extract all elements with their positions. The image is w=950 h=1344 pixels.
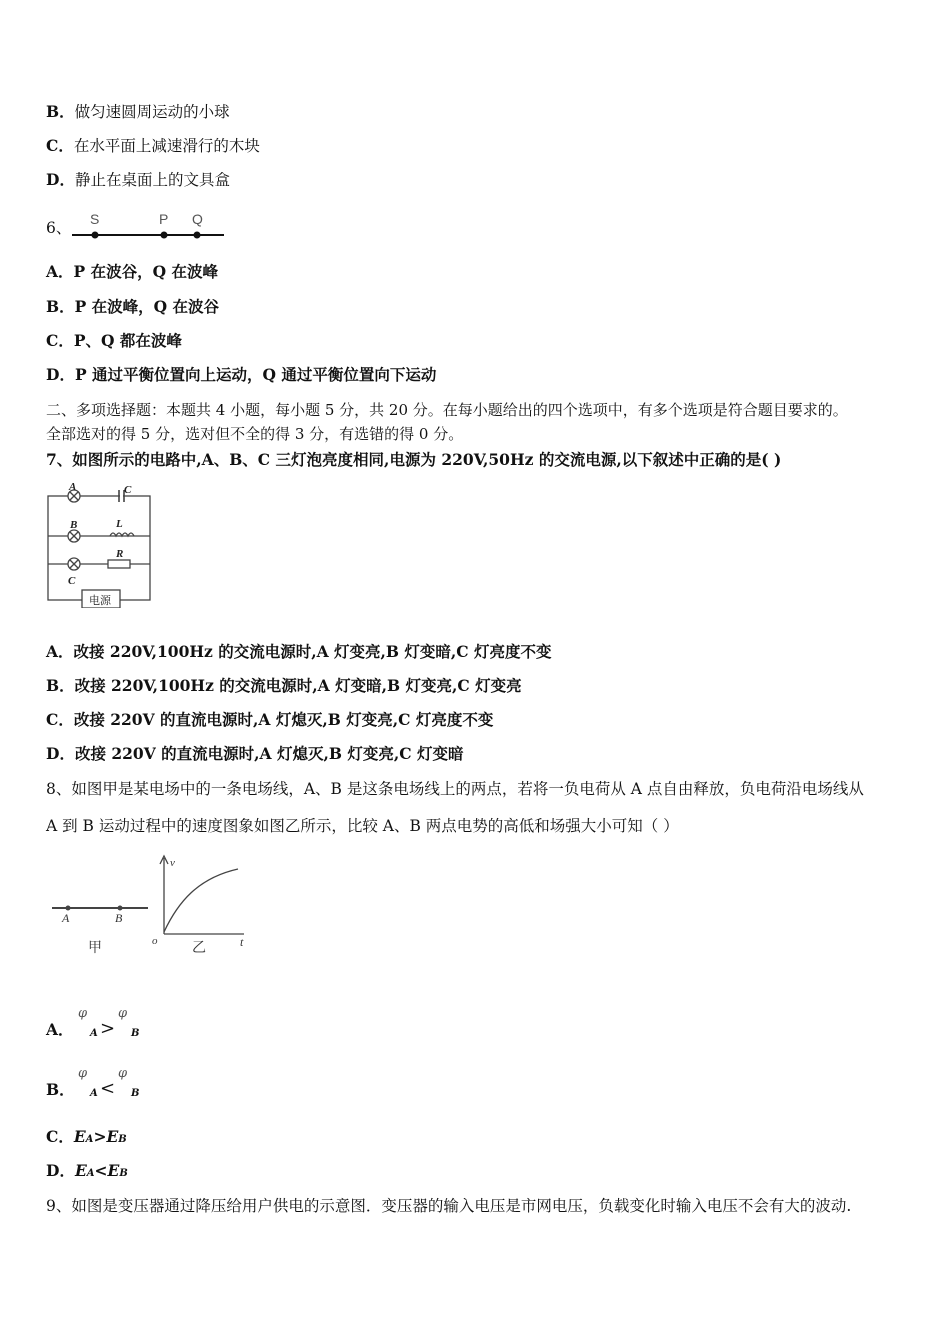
q8-option-d: D．EA<EB (46, 1161, 128, 1180)
q8-option-c: C．EA>EB (46, 1127, 127, 1146)
q5-option-b: B．做匀速圆周运动的小球 (46, 102, 230, 121)
label-power-source: 电源 (89, 594, 111, 607)
q6-option-b: B．P 在波峰，Q 在波谷 (46, 297, 220, 316)
point-s (92, 232, 99, 239)
q7-option-c: C．改接 220V 的直流电源时,A 灯熄灭,B 灯变亮,C 灯亮度不变 (46, 710, 494, 729)
label-lamp-b: B (70, 519, 78, 531)
label-resistor: R (116, 548, 124, 560)
label-inductor: L (116, 518, 123, 530)
q5-option-d: D．静止在桌面上的文具盒 (46, 170, 230, 189)
label-lamp-c: C (68, 575, 76, 587)
label-lamp-a: A (69, 482, 77, 493)
q6-option-d: D．P 通过平衡位置向上运动，Q 通过平衡位置向下运动 (46, 365, 437, 384)
q6-option-a: A．P 在波谷，Q 在波峰 (46, 262, 218, 281)
q7-option-d: D．改接 220V 的直流电源时,A 灯熄灭,B 灯变亮,C 灯变暗 (46, 744, 464, 763)
q5-option-c: C．在水平面上减速滑行的木块 (46, 136, 260, 155)
point-q (194, 232, 201, 239)
label-s: S (90, 211, 100, 227)
q7-circuit-figure (44, 482, 156, 608)
q7-option-b: B．改接 220V,100Hz 的交流电源时,A 灯变暗,B 灯变亮,C 灯变亮 (46, 676, 522, 695)
q8-option-a-label: A． (46, 1020, 74, 1039)
q7-option-a: A．改接 220V,100Hz 的交流电源时,A 灯变亮,B 灯变暗,C 灯亮度不变 (46, 642, 552, 661)
label-o: o (152, 935, 158, 947)
q6-number: 6、 (46, 219, 72, 237)
q8-option-b-label: B． (46, 1080, 75, 1099)
section2-line2: 全部选对的得 5 分，选对但不全的得 3 分，有选错的得 0 分。 (46, 425, 464, 443)
q8-stem-line2: A 到 B 运动过程中的速度图象如图乙所示，比较 A、B 两点电势的高低和场强大小可知（ ） (46, 817, 679, 835)
q6-option-c: C．P、Q 都在波峰 (46, 331, 182, 350)
label-t: t (240, 935, 244, 949)
velocity-curve (164, 869, 238, 932)
q9-stem: 9、如图是变压器通过降压给用户供电的示意图．变压器的输入电压是市网电压，负载变化时输入电压不会有大的波动. (46, 1197, 852, 1215)
label-capacitor: C (124, 484, 132, 496)
q8-figure (48, 852, 258, 976)
q8-option-a-formula: φ A > φ B (78, 1006, 140, 1039)
section2-line1: 二、多项选择题：本题共 4 小题，每小题 5 分，共 20 分。在每小题给出的四个选项中，有多个选项是符合题目要求的。 (46, 401, 848, 419)
label-q: Q (192, 211, 203, 227)
q8-stem-line1: 8、如图甲是某电场中的一条电场线，A、B 是这条电场线上的两点，若将一负电荷从 A 点自由释放，负电荷沿电场线从 (46, 780, 864, 798)
label-point-b: B (115, 911, 123, 925)
q6-wave-figure (68, 206, 230, 246)
label-point-a: A (62, 911, 70, 925)
label-p: P (159, 211, 169, 227)
label-v: v (170, 857, 175, 869)
q7-stem: 7、如图所示的电路中,A、B、C 三灯泡亮度相同,电源为 220V,50Hz 的交流电源,以下叙述中正确的是( ) (46, 450, 782, 469)
label-jia: 甲 (88, 940, 102, 956)
label-yi: 乙 (192, 940, 206, 956)
point-p (161, 232, 168, 239)
q8-option-b-formula: φ A < φ B (78, 1066, 140, 1099)
